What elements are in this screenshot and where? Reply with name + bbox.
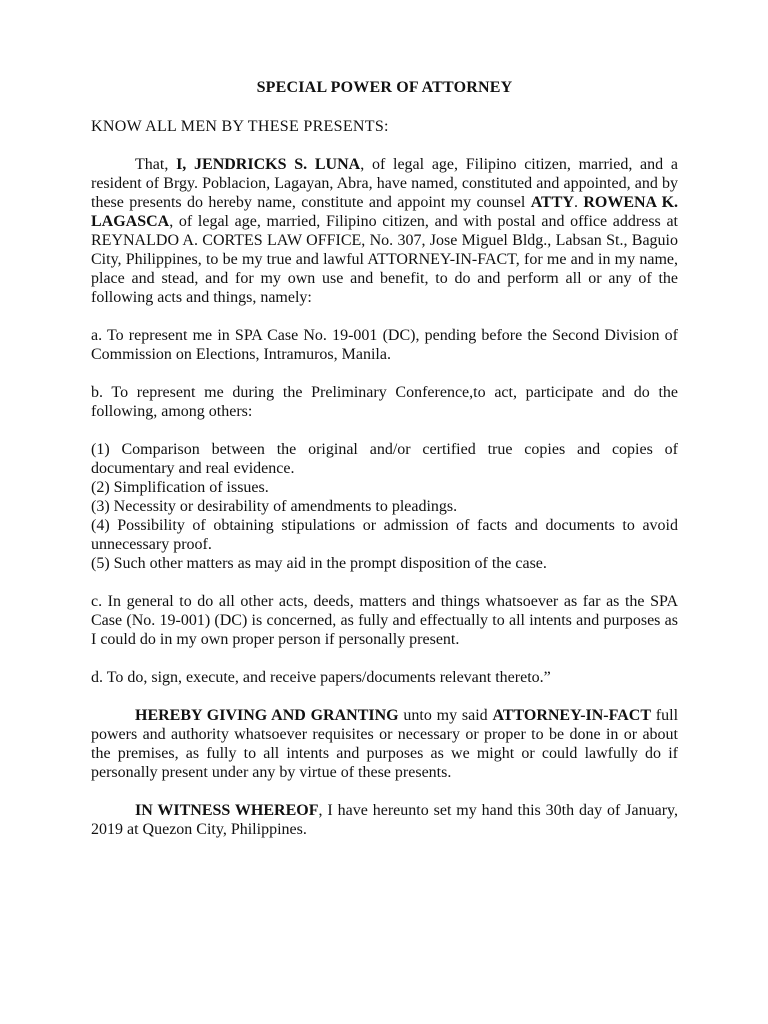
list-item: (1) Comparison between the original and/or certified true copies and copies of documentary and real evidence. bbox=[91, 441, 678, 477]
paragraph-d: d. To do, sign, execute, and receive papers/documents relevant thereto.” bbox=[91, 669, 551, 686]
witness-text: , I have hereunto set my hand this 30th day of January, 2019 at Quezon City, Philippines. bbox=[91, 802, 678, 838]
granting-paragraph bbox=[91, 706, 678, 782]
intro-text-2: , of legal age, Filipino citizen, married, and a resident of Brgy. Poblacion, Lagayan, Abra, have named, constituted and appointed, and by these presents do hereby name, constitute and appoint my counsel bbox=[91, 156, 678, 211]
intro-paragraph bbox=[91, 155, 678, 307]
intro-text-1: That, bbox=[135, 156, 177, 173]
granting-heading: HEREBY GIVING AND GRANTING bbox=[135, 707, 399, 724]
paragraph-b: b. To represent me during the Preliminary Conference,to act, participate and do the following, among others: bbox=[91, 384, 678, 420]
principal-name: I, JENDRICKS S. LUNA bbox=[176, 156, 361, 173]
salutation: KNOW ALL MEN BY THESE PRESENTS: bbox=[91, 118, 389, 135]
attorney-in-fact-term: ATTORNEY-IN-FACT bbox=[492, 707, 651, 724]
witness-heading: IN WITNESS WHEREOF bbox=[135, 802, 319, 819]
granting-text-1: unto my said bbox=[398, 707, 493, 724]
witness-paragraph bbox=[91, 801, 678, 839]
list-item: (3) Necessity or desirability of amendments to pleadings. bbox=[91, 498, 458, 515]
paragraph-c: c. In general to do all other acts, deeds, matters and things whatsoever as far as the SPA Case (No. 19-001) (DC) is concerned, as fully and effectually to all intents and purposes as I could do in my own proper person if personally present. bbox=[91, 593, 678, 648]
attorney-name: ROWENA K. LAGASCA bbox=[91, 194, 679, 230]
paragraph-a: a. To represent me in SPA Case No. 19-001 (DC), pending before the Second Division of Commission on Elections, Intramuros, Manila. bbox=[91, 327, 678, 363]
intro-text-3: . bbox=[573, 194, 584, 211]
conference-items-list bbox=[91, 440, 678, 573]
list-item: (4) Possibility of obtaining stipulations or admission of facts and documents to avoid unnecessary proof. bbox=[91, 517, 678, 553]
granting-text-2: full powers and authority whatsoever requisites or necessary or proper to be done in or about the premises, as fully to all intents and purposes as we might or could lawfully do if personally present under any by virtue of these presents. bbox=[91, 707, 679, 781]
list-item: (2) Simplification of issues. bbox=[91, 479, 269, 496]
document-title: SPECIAL POWER OF ATTORNEY bbox=[256, 79, 513, 96]
list-item: (5) Such other matters as may aid in the prompt disposition of the case. bbox=[91, 555, 547, 572]
intro-text-4: , of legal age, married, Filipino citizen, and with postal and office address at REYNALDO A. CORTES LAW OFFICE, No. 307, Jose Miguel Bldg., Labsan St., Baguio City, Philippines, to be my true and lawful ATTORNEY-IN-FACT, for me and in my name, place and stead, and for my own use and benefit, to do and perform all or any of the following acts and things, namely: bbox=[91, 213, 678, 306]
attorney-title: ATTY bbox=[530, 194, 574, 211]
